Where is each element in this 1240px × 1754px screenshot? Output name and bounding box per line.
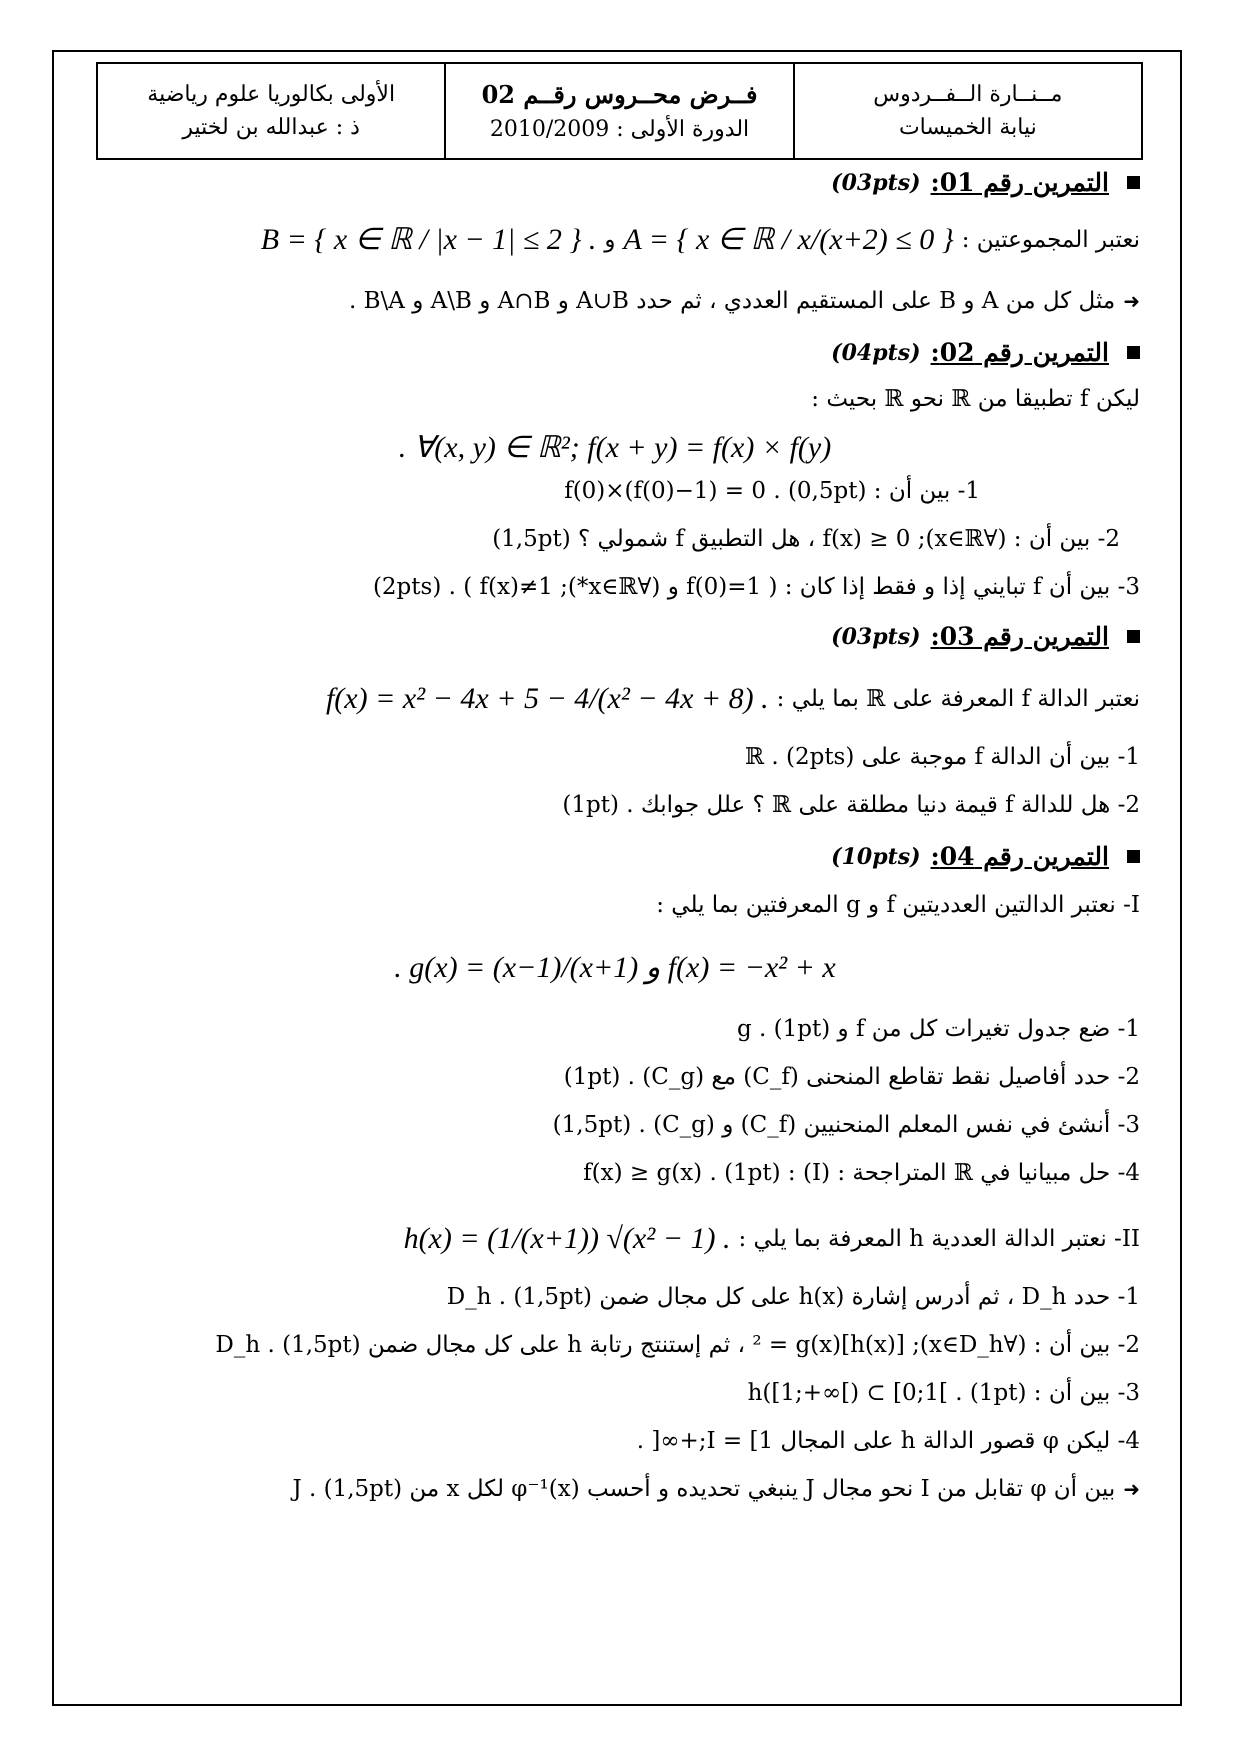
ex4-formula1-line	[60, 950, 1170, 985]
ex3-formula: f(x) = x² − 4x + 5 − 4/(x² − 4x + 8) .	[325, 682, 769, 715]
ex2-q2: 2- بين أن : (∀x∈ℝ); f(x) ≥ 0 ، هل التطبيق f شمولي ؟ (1,5pt)	[492, 526, 1120, 552]
ex4-part1-intro: I- نعتبر الدالتين العدديتين f و g المعرفتين بما يلي :	[656, 892, 1140, 918]
exercise-2-points: (04pts)	[831, 339, 921, 366]
header-table	[96, 62, 1143, 160]
ex3-q2-line	[90, 792, 1140, 818]
exercise-4-title: التمرين رقم 04:	[930, 842, 1109, 871]
ex1-intro: نعتبر المجموعتين :	[961, 226, 1140, 253]
ex2-q2-line	[90, 526, 1140, 552]
arrow-bullet-icon: ➜	[1123, 289, 1140, 313]
ex2-intro-line	[90, 386, 1140, 412]
ex4-q3-line	[90, 1112, 1140, 1138]
exercise-1-heading	[90, 168, 1140, 197]
header-exam	[444, 64, 792, 158]
ex4-q1-line	[90, 1016, 1140, 1042]
ex4-part2-intro: II- نعتبر الدالة العددية h المعرفة بما يلي :	[738, 1226, 1140, 1252]
teacher-name: ذ : عبدالله بن لختير	[182, 115, 360, 140]
ex3-q1-line	[90, 744, 1140, 770]
ex2-formula-line	[60, 430, 1170, 465]
ex4-q4: 4- حل مبيانيا في ℝ المتراجحة : (I) : f(x) ≥ g(x) . (1pt)	[583, 1160, 1140, 1186]
ex4-p2-line	[90, 1332, 1140, 1358]
ex4-p1-line	[90, 1284, 1140, 1310]
ex4-formula2: h(x) = (1/(x+1)) √(x² − 1) .	[403, 1222, 731, 1255]
exercise-4-points: (10pts)	[831, 843, 921, 870]
directorate: نيابة الخميسات	[898, 115, 1037, 140]
ex4-part2-line	[90, 1222, 1140, 1256]
ex4-q3: 3- أنشئ في نفس المعلم المنحنيين (C_f) و (C_g) . (1,5pt)	[552, 1112, 1140, 1138]
exercise-1-points: (03pts)	[831, 169, 921, 196]
set-b: B = { x ∈ ℝ / |x − 1| ≤ 2 } .	[260, 223, 597, 256]
ex4-q2-line	[90, 1064, 1140, 1090]
ex2-q3-line	[90, 574, 1140, 600]
ex4-p4-line	[90, 1428, 1140, 1454]
ex4-formula1: . g(x) = (x−1)/(x+1) و f(x) = −x² + x	[394, 951, 836, 984]
exercise-3-heading	[90, 622, 1140, 651]
ex3-q1: 1- بين أن الدالة f موجبة على ℝ . (2pts)	[744, 744, 1140, 770]
set-a: A = { x ∈ ℝ / x/(x+2) ≤ 0 }	[623, 223, 954, 256]
ex3-intro: نعتبر الدالة f المعرفة على ℝ بما يلي :	[776, 686, 1140, 712]
exam-title: فــرض محــروس رقــم 02	[481, 80, 758, 109]
ex4-p3-line	[90, 1380, 1140, 1406]
exercise-3-points: (03pts)	[831, 623, 921, 650]
exam-session: الدورة الأولى : 2010/2009	[489, 117, 750, 142]
ex4-p1: 1- حدد D_h ، ثم أدرس إشارة h(x) على كل مجال ضمن D_h . (1,5pt)	[446, 1284, 1140, 1310]
exercise-2-heading	[90, 338, 1140, 367]
ex4-p5-line	[90, 1476, 1140, 1502]
ex2-q3: 3- بين أن f تبايني إذا و فقط إذا كان : ( f(0)=1 و (∀x∈ℝ*); f(x)≠1 ) . (2pts)	[372, 574, 1140, 600]
ex4-p4: 4- ليكن φ قصور الدالة h على المجال I = [1;+∞[ .	[636, 1428, 1140, 1454]
square-bullet-icon	[1127, 850, 1140, 863]
class-level: الأولى بكالوريا علوم رياضية	[147, 82, 396, 107]
exercise-1-sets	[90, 222, 1140, 257]
ex4-q1: 1- ضع جدول تغيرات كل من f و g . (1pt)	[737, 1016, 1140, 1042]
header-school	[793, 64, 1141, 158]
exercise-3-title: التمرين رقم 03:	[930, 622, 1109, 651]
ex1-and: و	[604, 226, 616, 253]
ex3-formula-line	[90, 682, 1140, 716]
exercise-1-title: التمرين رقم 01:	[930, 168, 1109, 197]
arrow-bullet-icon: ➜	[1123, 1477, 1140, 1501]
square-bullet-icon	[1127, 176, 1140, 189]
ex2-formula: . ∀(x, y) ∈ ℝ²; f(x + y) = f(x) × f(y)	[398, 431, 832, 464]
ex1-task: مثل كل من A و B على المستقيم العددي ، ثم حدد A∪B و A∩B و A\B و B\A .	[349, 288, 1116, 314]
header-class	[98, 64, 444, 158]
ex4-p2: 2- بين أن : (∀x∈D_h); [h(x)]² = g(x) ، ثم إستنتج رتابة h على كل مجال ضمن D_h . (1,5pt)	[215, 1332, 1140, 1358]
exercise-1-task	[90, 288, 1140, 314]
ex4-p3: 3- بين أن : h([1;+∞[) ⊂ [0;1[ . (1pt)	[747, 1380, 1140, 1406]
ex4-q2: 2- حدد أفاصيل نقط تقاطع المنحنى (C_f) مع (C_g) . (1pt)	[563, 1064, 1140, 1090]
square-bullet-icon	[1127, 346, 1140, 359]
square-bullet-icon	[1127, 630, 1140, 643]
exercise-4-heading	[90, 842, 1140, 871]
ex4-part1-intro-line	[90, 892, 1140, 918]
ex3-q2: 2- هل للدالة f قيمة دنيا مطلقة على ℝ ؟ علل جوابك . (1pt)	[562, 792, 1140, 818]
school-name: مــنــارة الــفــردوس	[873, 82, 1063, 107]
exercise-2-title: التمرين رقم 02:	[930, 338, 1109, 367]
ex4-q4-line	[90, 1160, 1140, 1186]
ex2-q1: 1- بين أن : f(0)×(f(0)−1) = 0 . (0,5pt)	[564, 478, 980, 504]
exam-content	[60, 160, 1170, 1700]
ex2-q1-line	[90, 478, 1140, 504]
ex4-p5: بين أن φ تقابل من I نحو مجال J ينبغي تحديده و أحسب φ⁻¹(x) لكل x من J . (1,5pt)	[292, 1476, 1116, 1502]
ex2-intro: ليكن f تطبيقا من ℝ نحو ℝ بحيث :	[811, 386, 1140, 412]
